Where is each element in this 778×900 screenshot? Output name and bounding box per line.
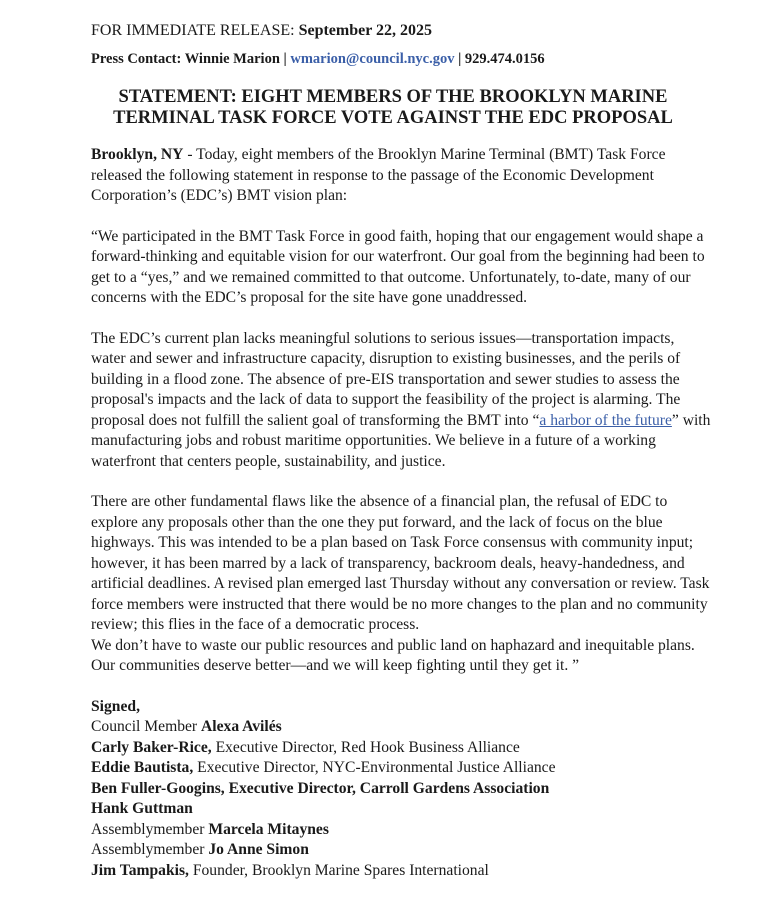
contact-label: Press Contact: Winnie Marion | [91,51,291,67]
paragraph-2-text-after-link: ” with manufacturing jobs and robust maritime opportunities. We believe in a future of a working waterfront that centers people, sustainability, and justice. [91,411,711,470]
signed-heading: Signed, [91,697,140,715]
signatory-3: Eddie Bautista, Executive Director, NYC-Environmental Justice Alliance [91,759,556,776]
intro-text: - Today, eight members of the Brooklyn Marine Terminal (BMT) Task Force released the following statement in response to the passage of the Economic Development Corporation’s (EDC’s) BMT vision plan: [91,146,666,204]
statement-paragraph-3: There are other fundamental flaws like the absence of a financial plan, the refusal of EDC to explore any proposals other than the one they put forward, and the lack of focus on the blue highways. This was intended to be a plan based on Task Force consensus with community input; however, it has been marred by a lack of transparency, backroom deals, heavy-handedness, and artificial deadlines. A revised plan emerged last Thursday without any conversation or review. Task force members were instructed that there would be no more changes to the plan and no community review; this flies in the face of a democratic process. [91,493,710,633]
signatory-2: Carly Baker-Rice, Executive Director, Red Hook Business Alliance [91,738,520,756]
release-date: September 22, 2025 [298,22,433,39]
signatures-block [91,697,711,882]
statement-paragraph-2 [91,329,711,473]
signatory-7: Assemblymember Jo Anne Simon [91,841,309,858]
contact-email-link[interactable]: wmarion@council.nyc.gov [290,51,455,67]
signatory-4: Ben Fuller-Googins, Executive Director, Carroll Gardens Association [91,779,550,797]
headline-line-2: TERMINAL TASK FORCE VOTE AGAINST THE EDC PROPOSAL [113,108,673,128]
dateline: Brooklyn, NY [91,146,184,163]
release-line [91,21,711,41]
signatory-5: Hank Guttman [91,800,193,817]
press-contact-line [91,49,711,69]
intro-paragraph [91,145,711,207]
signatory-6: Assemblymember Marcela Mitaynes [91,820,329,838]
statement-paragraph-4: We don’t have to waste our public resources and public land on haphazard and inequitable plans. Our communities deserve better—and we will keep fighting until they get it. ” [91,636,695,674]
signatory-1: Council Member Alexa Avilés [91,718,282,735]
headline-line-1: STATEMENT: EIGHT MEMBERS OF THE BROOKLYN MARINE [118,87,668,107]
statement-paragraph-1: “We participated in the BMT Task Force in good faith, hoping that our engagement would shape a forward-thinking and equitable vision for our waterfront. Our goal from the beginning had been to get to a “yes,” and we remained committed to that outcome. Unfortunately, to-date, many of our concerns with the EDC’s proposal for the site have gone unaddressed. [91,227,705,306]
harbor-of-the-future-link[interactable]: a harbor of the future [539,411,672,429]
contact-phone: | 929.474.0156 [454,51,545,67]
headline [91,87,695,129]
press-release-document [91,21,711,881]
signatory-8: Jim Tampakis, Founder, Brooklyn Marine Spares International [91,861,489,879]
paragraph-2-text-before-link: The EDC’s current plan lacks meaningful solutions to serious issues—transportation impacts, water and sewer and infrastructure capacity, disruption to existing businesses, and the perils of building in a flood zone. The absence of pre-EIS transportation and sewer studies to assess the proposal's impacts and the lack of data to support the feasibility of the project is alarming. The proposal does not fulfill the salient goal of transforming the BMT into “ [91,329,681,429]
release-prefix: FOR IMMEDIATE RELEASE: [91,22,299,39]
